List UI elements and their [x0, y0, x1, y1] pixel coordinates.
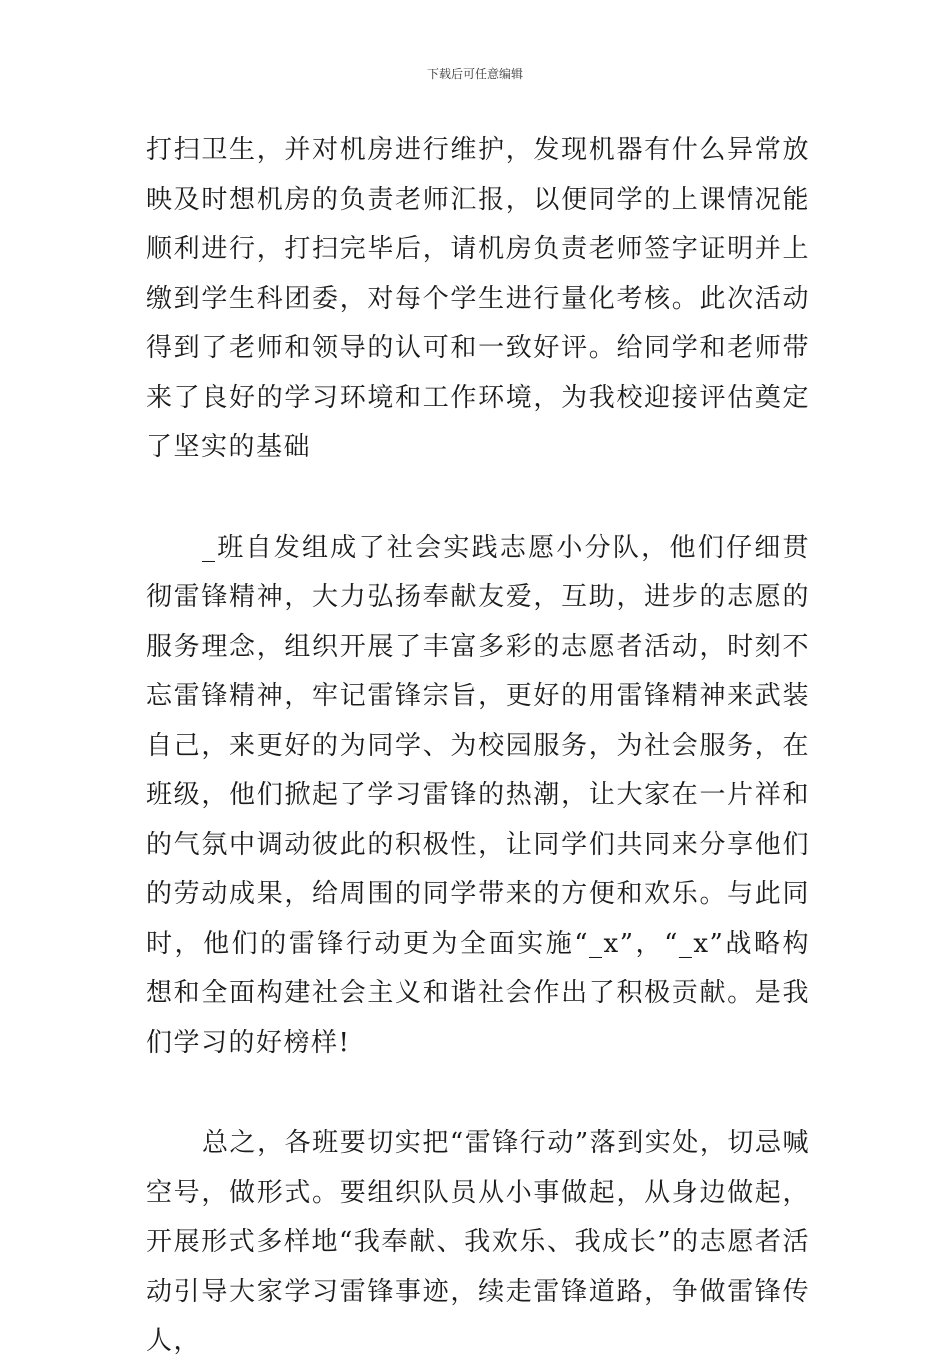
paragraph-continuation: 打扫卫生，并对机房进行维护，发现机器有什么异常放映及时想机房的负责老师汇报，以便同学的上课情况能顺利进行，打扫完毕后，请机房负责老师签字证明并上缴到学生科团委，对每个学生进行量化考核。此次活动得到了老师和领导的认可和一致好评。给同学和老师带来了良好的学习环境和工作环境，为我校迎接评估奠定了坚实的基础: [146, 135, 810, 462]
paragraph-gap: [146, 473, 810, 524]
page-header-note: 下载后可任意编辑: [426, 67, 523, 81]
paragraph-summary: 总之，各班要切实把“雷锋行动”落到实处，切忌喊空号，做形式。要组织队员从小事做起，从身边做起，开展形式多样地“我奉献、我欢乐、我成长”的志愿者活动引导大家学习雷锋事迹，续走雷锋道路，争做雷锋传人，: [146, 1128, 810, 1356]
paragraph-gap: [146, 1068, 810, 1119]
document-body: [146, 126, 810, 1367]
paragraph-volunteer-team: _班自发组成了社会实践志愿小分队，他们仔细贯彻雷锋精神，大力弘扬奉献友爱，互助，进步的志愿的服务理念，组织开展了丰富多彩的志愿者活动，时刻不忘雷锋精神，牢记雷锋宗旨，更好的用雷锋精神来武装自己，来更好的为同学、为校园服务，为社会服务，在班级，他们掀起了学习雷锋的热潮，让大家在一片祥和的气氛中调动彼此的积极性，让同学们共同来分享他们的劳动成果，给周围的同学带来的方便和欢乐。与此同时，他们的雷锋行动更为全面实施“_x”，“_x”战略构想和全面构建社会主义和谐社会作出了积极贡献。是我们学习的好榜样!: [146, 532, 810, 1058]
